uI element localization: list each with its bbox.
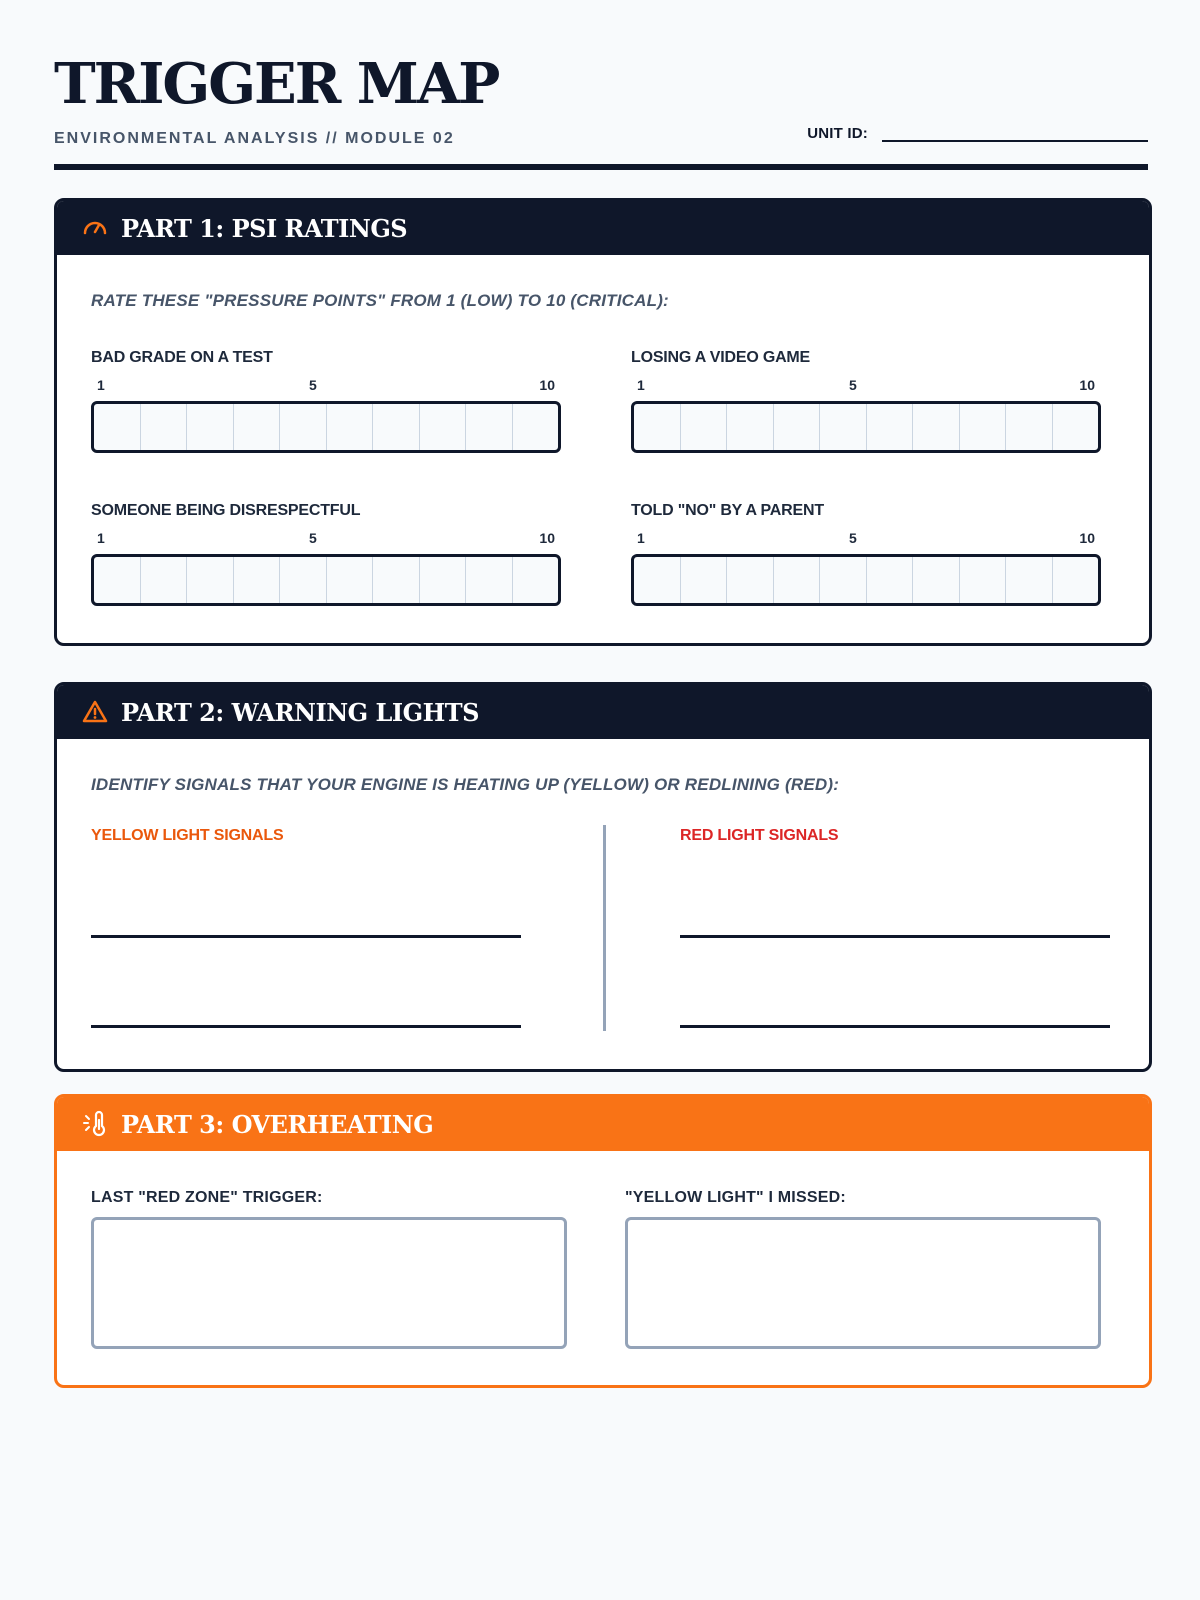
scale-max: 10 xyxy=(1079,377,1095,393)
rating-question: SOMEONE BEING DISRESPECTFUL xyxy=(91,502,361,519)
section-warning-lights xyxy=(54,682,1152,1072)
yellow-signal-line[interactable] xyxy=(91,935,521,938)
instruction-text: RATE THESE "PRESSURE POINTS" FROM 1 (LOW) TO 10 (CRITICAL): xyxy=(91,291,669,310)
scale-min: 1 xyxy=(97,377,105,393)
rating-question: BAD GRADE ON A TEST xyxy=(91,349,273,366)
rating-item xyxy=(631,502,1101,606)
rating-item xyxy=(631,349,1101,453)
yellow-signal-line[interactable] xyxy=(91,1025,521,1028)
section-header xyxy=(57,201,1149,255)
red-zone-trigger-box[interactable] xyxy=(91,1217,567,1349)
scale-min: 1 xyxy=(637,377,645,393)
warning-triangle-icon xyxy=(81,698,109,726)
unit-id-label: UNIT ID: xyxy=(807,125,868,142)
rating-boxes[interactable] xyxy=(91,401,561,453)
scale-mid: 5 xyxy=(309,377,317,393)
header xyxy=(54,51,1148,147)
rating-scale xyxy=(91,377,561,395)
rating-boxes[interactable] xyxy=(91,554,561,606)
rating-item xyxy=(91,502,561,606)
scale-mid: 5 xyxy=(309,530,317,546)
gauge-icon xyxy=(81,214,109,242)
missed-yellow-light-label: "YELLOW LIGHT" I MISSED: xyxy=(625,1189,846,1206)
rating-boxes[interactable] xyxy=(631,554,1101,606)
rating-boxes[interactable] xyxy=(631,401,1101,453)
section-title: PART 1: PSI RATINGS xyxy=(121,213,408,243)
scale-max: 10 xyxy=(539,377,555,393)
column-divider xyxy=(603,825,606,1031)
header-divider xyxy=(54,164,1148,170)
unit-id-field xyxy=(807,122,1148,142)
red-signal-line[interactable] xyxy=(680,1025,1110,1028)
page-subtitle: ENVIRONMENTAL ANALYSIS // MODULE 02 xyxy=(54,130,455,147)
instruction-text: IDENTIFY SIGNALS THAT YOUR ENGINE IS HEATING UP (YELLOW) OR REDLINING (RED): xyxy=(91,775,840,794)
scale-max: 10 xyxy=(1079,530,1095,546)
scale-mid: 5 xyxy=(849,377,857,393)
yellow-signals-heading: YELLOW LIGHT SIGNALS xyxy=(91,827,284,844)
scale-min: 1 xyxy=(97,530,105,546)
section-header xyxy=(57,1097,1149,1151)
rating-scale xyxy=(631,377,1101,395)
section-header xyxy=(57,685,1149,739)
scale-mid: 5 xyxy=(849,530,857,546)
section-psi-ratings xyxy=(54,198,1152,646)
section-title: PART 2: WARNING LIGHTS xyxy=(121,697,479,727)
rating-scale xyxy=(631,530,1101,548)
rating-question: TOLD "NO" BY A PARENT xyxy=(631,502,824,519)
rating-scale xyxy=(91,530,561,548)
scale-min: 1 xyxy=(637,530,645,546)
page-title: TRIGGER MAP xyxy=(54,51,499,117)
scale-max: 10 xyxy=(539,530,555,546)
section-title: PART 3: OVERHEATING xyxy=(121,1109,434,1139)
red-signals-heading: RED LIGHT SIGNALS xyxy=(680,827,839,844)
section-overheating xyxy=(54,1094,1152,1388)
missed-yellow-light-box[interactable] xyxy=(625,1217,1101,1349)
rating-question: LOSING A VIDEO GAME xyxy=(631,349,811,366)
red-zone-trigger-label: LAST "RED ZONE" TRIGGER: xyxy=(91,1189,323,1206)
unit-id-input-line[interactable] xyxy=(882,122,1148,142)
red-signal-line[interactable] xyxy=(680,935,1110,938)
rating-item xyxy=(91,349,561,453)
thermometer-icon xyxy=(81,1110,109,1138)
